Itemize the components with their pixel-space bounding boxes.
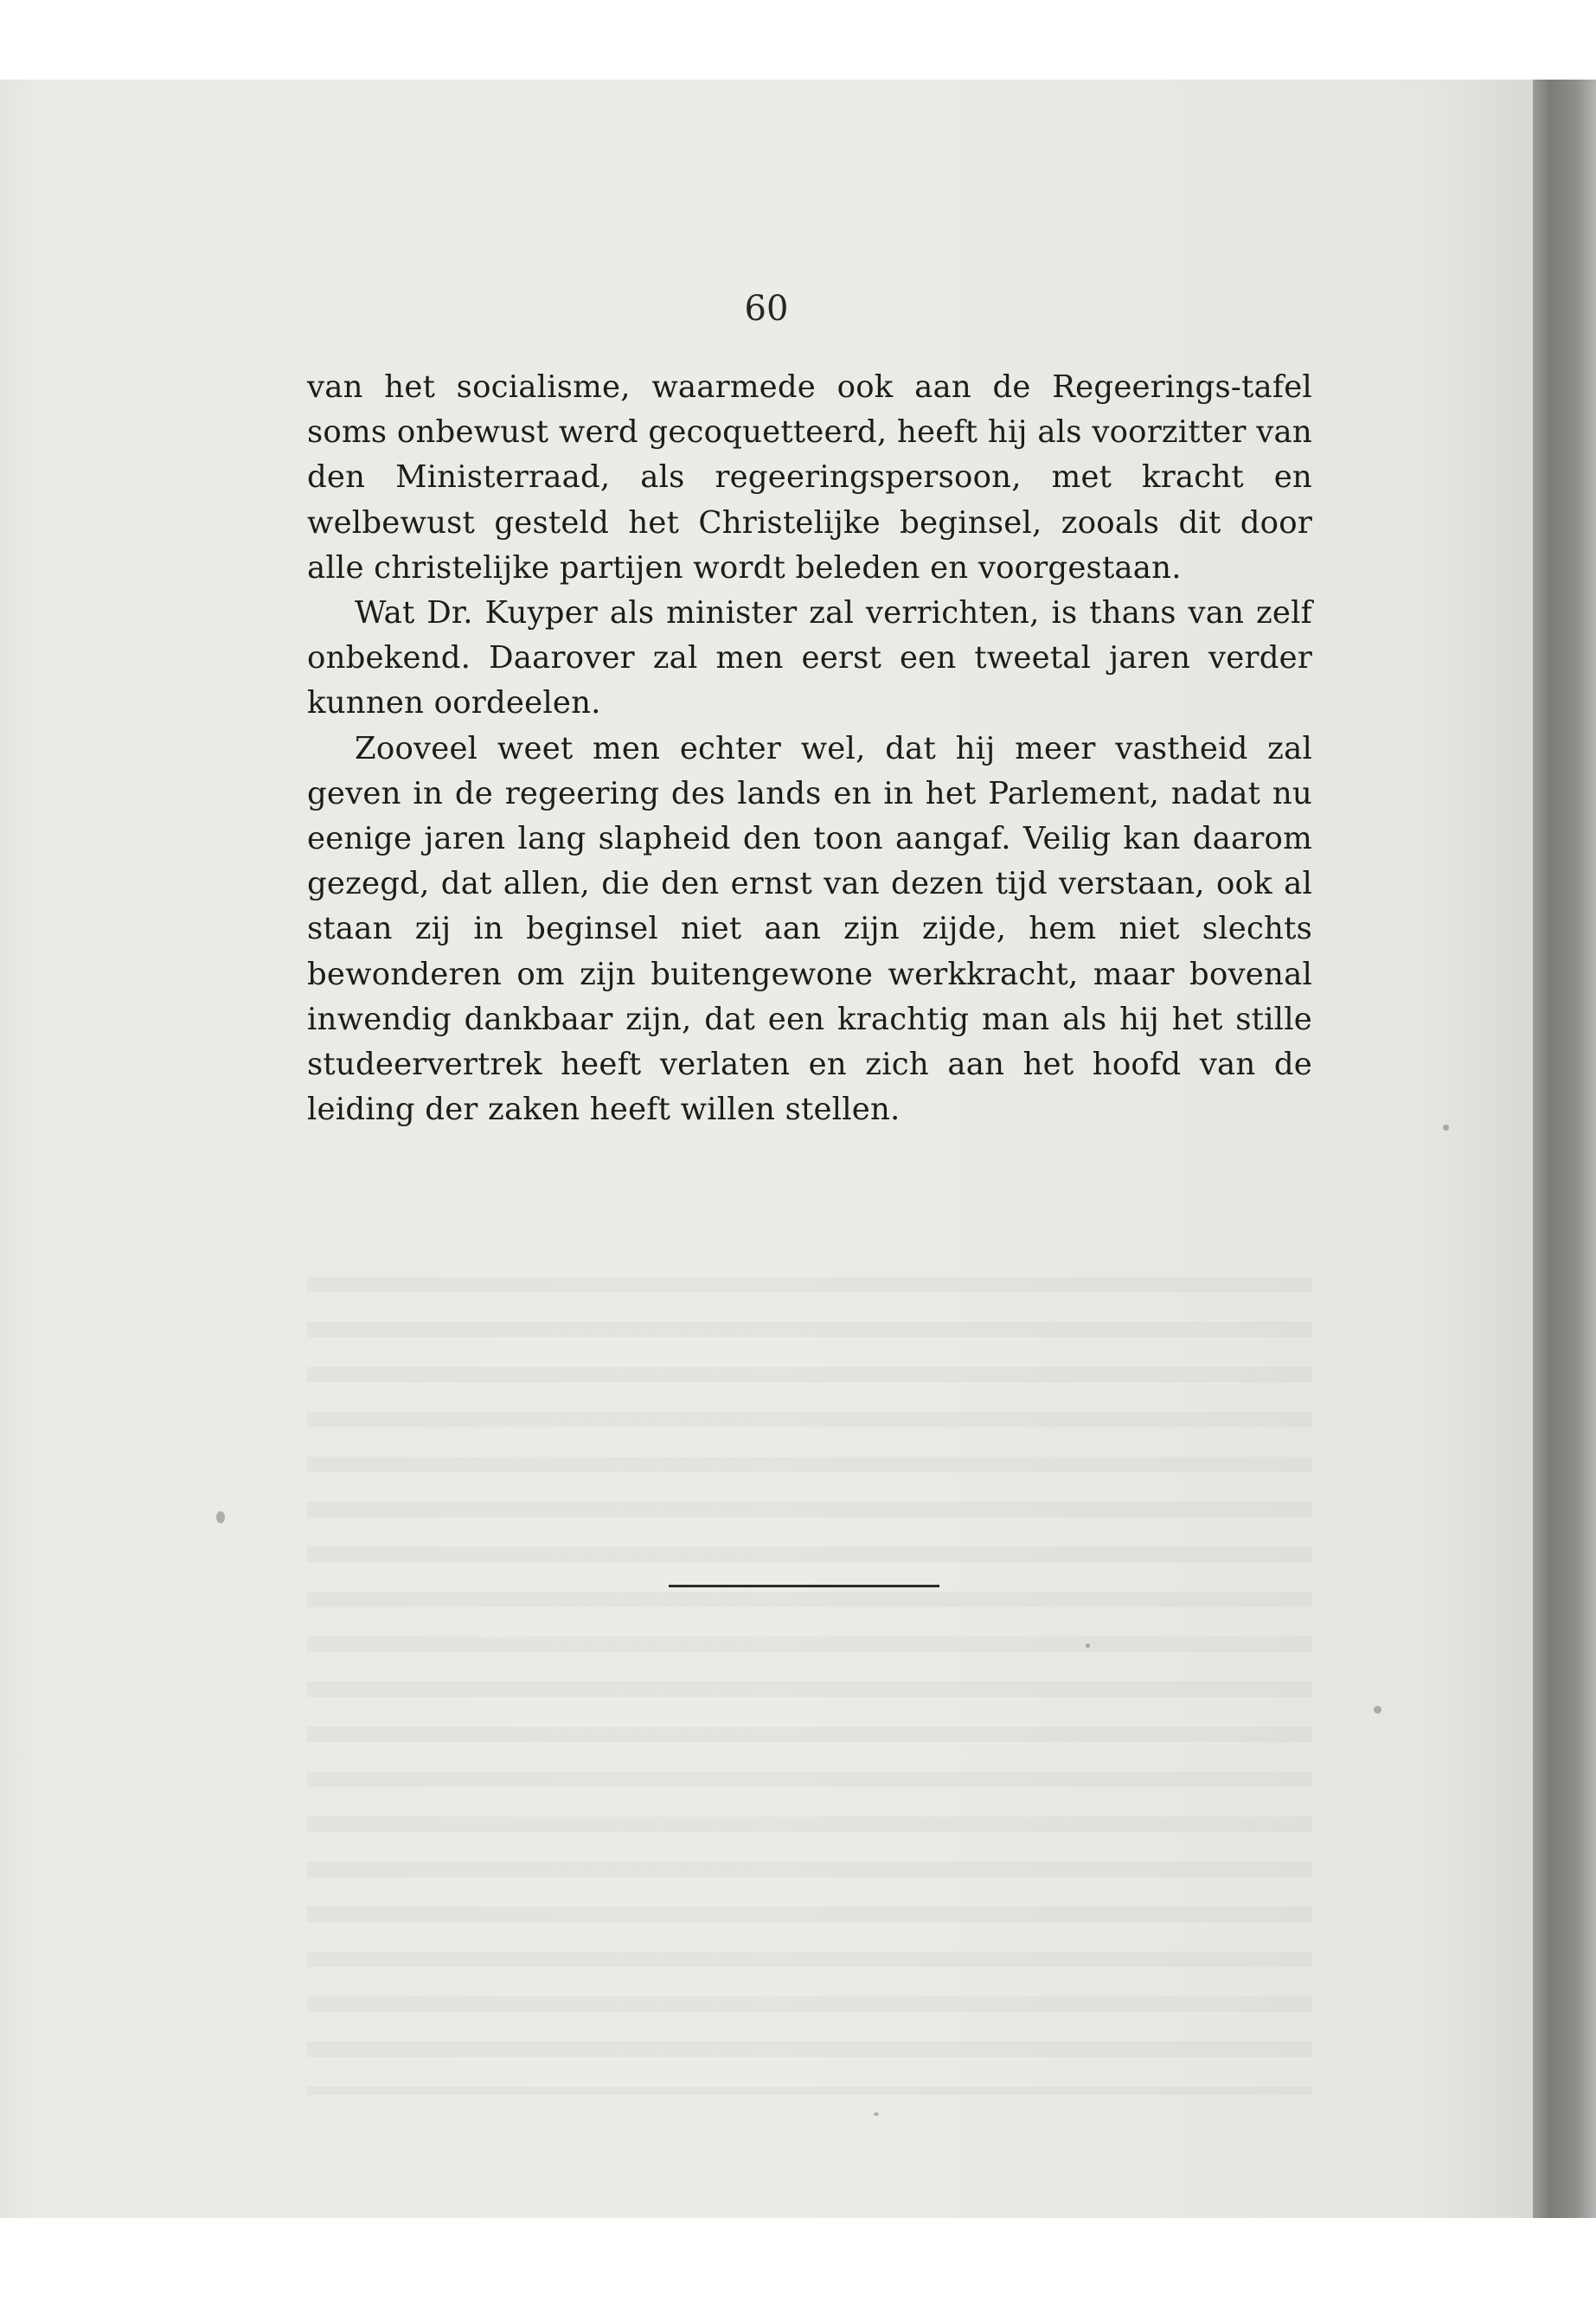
show-through-text <box>307 1247 1312 2095</box>
paper-speck <box>216 1511 225 1523</box>
paragraph-3: Zooveel weet men echter wel, dat hij meer vastheid zal geven in de regeering des lands en in het Parlement, nadat nu eenige jaren lang slapheid den toon aangaf. Veilig kan daarom gezegd, dat allen, die den ernst van dezen tijd verstaan, ook al staan zij in beginsel niet aan zijn zijde, hem niet slechts bewonderen om zijn buitengewone werkkracht, maar bovenal inwendig dankbaar zijn, dat een krachtig man als hij het stille studeervertrek heeft verlaten en zich aan het hoofd van de leiding der zaken heeft willen stellen. <box>307 730 1312 1128</box>
paragraph-1: van het socialisme, waarmede ook aan de Regeerings-tafel soms onbewust werd gecoquetteerd, heeft hij als voorzitter van den Ministerraad, als regeeringspersoon, met kracht en welbewust gesteld het Christelijke beginsel, zooals dit door alle christelijke partijen wordt beleden en voorgestaan. <box>307 369 1312 586</box>
paper-speck <box>1443 1125 1449 1131</box>
paper-speck <box>1374 1706 1381 1714</box>
page-number: 60 <box>744 289 789 329</box>
paper-sheet <box>0 80 1533 2218</box>
book-edge-shadow <box>1533 80 1596 2218</box>
paragraph-2: Wat Dr. Kuyper als minister zal verrichten, is thans van zelf onbekend. Daarover zal men eerst een tweetal jaren verder kunnen oordeelen. <box>307 595 1312 721</box>
body-text <box>307 365 1312 1132</box>
paper-speck <box>874 2112 879 2116</box>
section-divider <box>669 1585 939 1587</box>
paper-speck <box>1086 1644 1090 1648</box>
